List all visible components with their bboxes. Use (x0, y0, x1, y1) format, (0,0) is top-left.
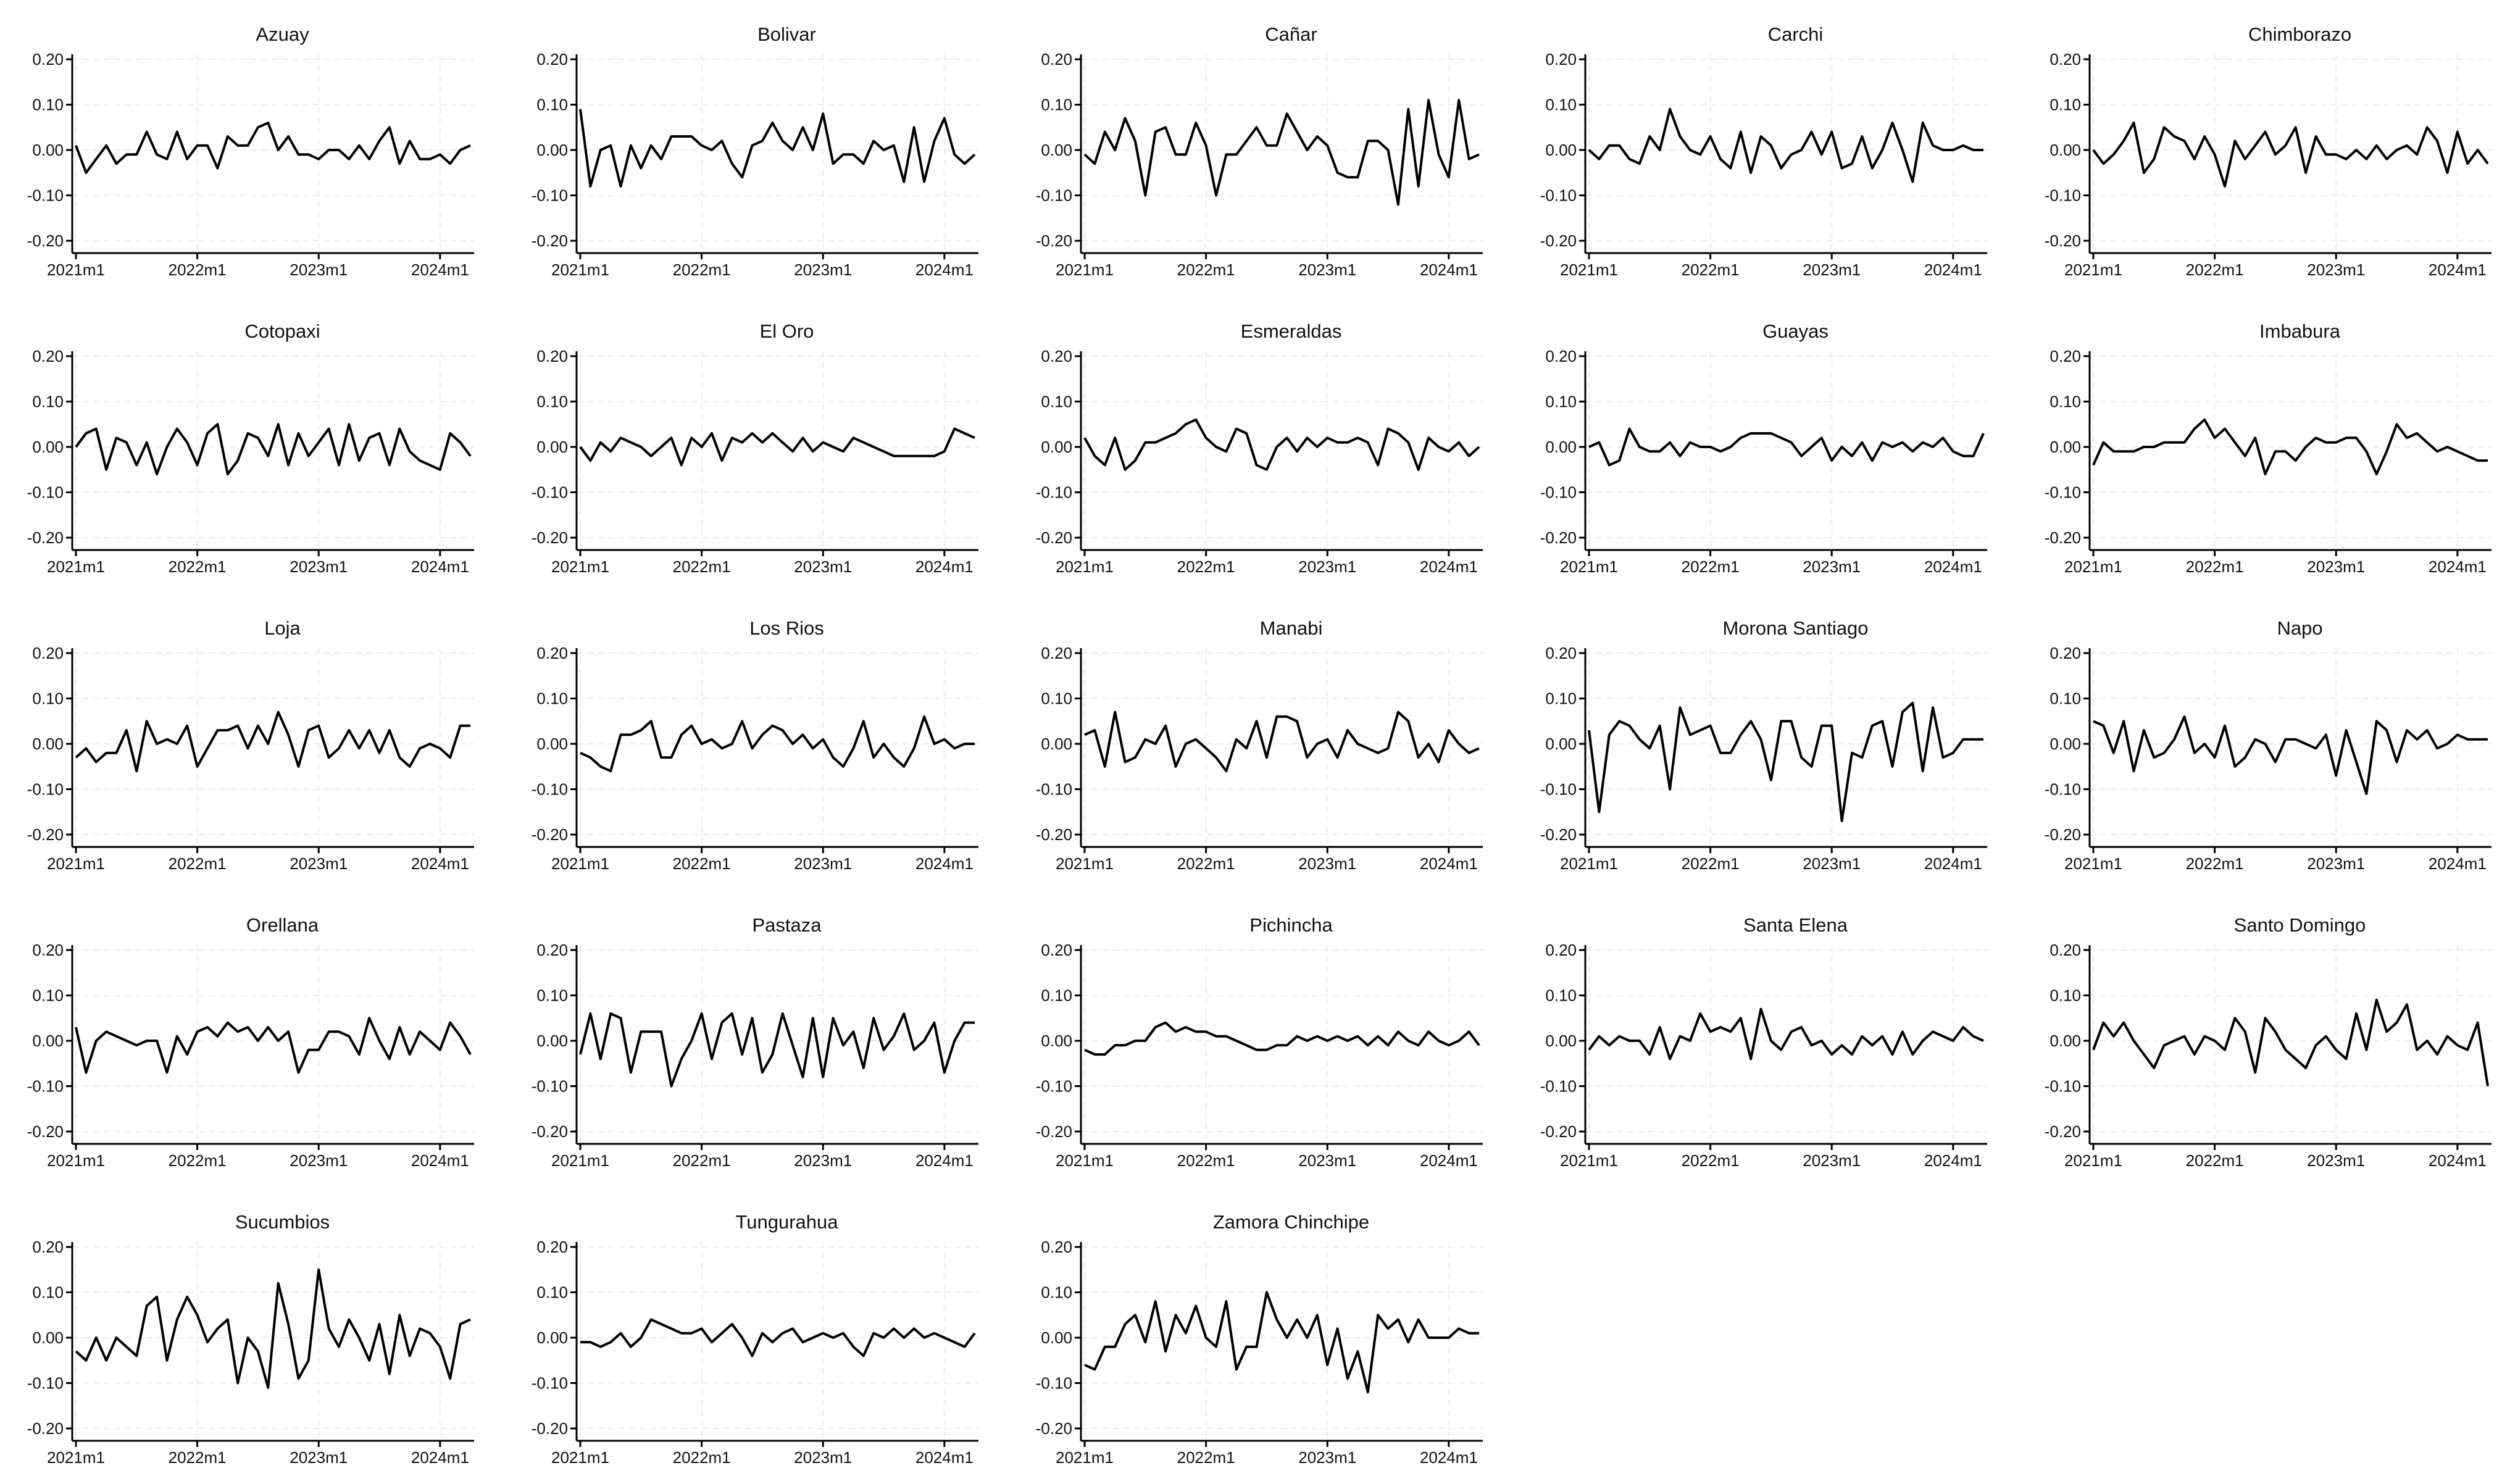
x-tick-label: 2023m1 (1803, 261, 1861, 279)
x-tick-label: 2022m1 (2185, 854, 2244, 873)
y-tick-label: 0.00 (32, 1032, 64, 1050)
x-tick-label: 2022m1 (672, 1151, 731, 1170)
y-tick-label: 0.00 (1545, 1032, 1577, 1050)
chart-svg (504, 594, 1009, 890)
x-tick-label: 2024m1 (411, 261, 469, 279)
series-line (1085, 1023, 1479, 1055)
y-tick-label: 0.10 (32, 95, 64, 114)
chart-title: El Oro (759, 320, 814, 342)
y-tick-label: 0.20 (2050, 644, 2081, 662)
chart-panel (1009, 891, 1514, 1187)
chart-title: Imbabura (2259, 320, 2340, 342)
y-tick-label: 0.00 (32, 141, 64, 159)
y-tick-label: 0.20 (536, 644, 568, 662)
chart-panel (504, 891, 1009, 1187)
series-line (1085, 100, 1479, 204)
x-tick-label: 2023m1 (290, 854, 348, 873)
x-tick-label: 2022m1 (168, 261, 227, 279)
y-tick-label: 0.20 (1041, 941, 1072, 959)
y-tick-label: 0.20 (1545, 50, 1577, 69)
x-tick-label: 2022m1 (2185, 1151, 2244, 1170)
y-tick-label: -0.10 (531, 483, 568, 502)
x-tick-label: 2023m1 (794, 557, 853, 576)
chart-panel (504, 0, 1009, 296)
y-tick-label: 0.20 (2050, 941, 2081, 959)
y-tick-label: 0.00 (32, 438, 64, 456)
chart-title: Manabi (1259, 617, 1323, 639)
chart-title: Chimborazo (2248, 23, 2352, 45)
y-tick-label: -0.10 (2044, 483, 2081, 502)
chart-title: Carchi (1767, 23, 1824, 45)
y-tick-label: 0.10 (1545, 392, 1577, 411)
series-line (2093, 1000, 2488, 1086)
y-tick-label: -0.20 (1540, 528, 1577, 547)
y-tick-label: 0.10 (1041, 986, 1072, 1005)
x-tick-label: 2021m1 (47, 854, 105, 873)
y-tick-label: -0.20 (1540, 231, 1577, 250)
chart-svg (1009, 891, 1514, 1187)
x-tick-label: 2024m1 (1924, 557, 1982, 576)
x-tick-label: 2024m1 (2428, 261, 2487, 279)
y-tick-label: -0.10 (1540, 1077, 1577, 1096)
chart-title: Zamora Chinchipe (1212, 1211, 1370, 1233)
y-tick-label: -0.10 (2044, 1077, 2081, 1096)
y-tick-label: -0.10 (1540, 186, 1577, 205)
y-tick-label: 0.00 (2050, 735, 2081, 753)
x-tick-label: 2024m1 (1419, 854, 1478, 873)
chart-svg (0, 0, 505, 296)
x-tick-label: 2021m1 (2064, 557, 2122, 576)
chart-panel (2017, 297, 2502, 593)
chart-title: Tungurahua (735, 1211, 838, 1233)
x-tick-label: 2021m1 (47, 261, 105, 279)
chart-panel (0, 1188, 505, 1484)
y-tick-label: 0.00 (536, 1328, 568, 1347)
y-tick-label: -0.20 (1035, 1419, 1072, 1438)
chart-svg (1009, 1188, 1514, 1484)
chart-panel (0, 594, 505, 890)
chart-panel (0, 891, 505, 1187)
chart-panel (0, 0, 505, 296)
chart-svg (0, 594, 505, 890)
y-tick-label: -0.20 (1035, 825, 1072, 844)
chart-panel (504, 594, 1009, 890)
x-tick-label: 2021m1 (1056, 557, 1114, 576)
x-tick-label: 2023m1 (794, 261, 853, 279)
x-tick-label: 2022m1 (672, 557, 731, 576)
chart-panel (1513, 594, 2018, 890)
series-line (1589, 1009, 1983, 1059)
x-tick-label: 2023m1 (1803, 557, 1861, 576)
chart-title: Cotopaxi (244, 320, 320, 342)
x-tick-label: 2022m1 (1681, 1151, 1740, 1170)
y-tick-label: 0.20 (536, 941, 568, 959)
y-tick-label: 0.20 (32, 50, 64, 69)
x-tick-label: 2021m1 (551, 854, 609, 873)
y-tick-label: 0.00 (2050, 1032, 2081, 1050)
chart-title: Azuay (256, 23, 309, 45)
y-tick-label: -0.10 (27, 1374, 64, 1393)
series-line (76, 1270, 470, 1388)
series-line (2093, 123, 2488, 186)
x-tick-label: 2024m1 (1419, 1448, 1478, 1467)
y-tick-label: -0.10 (2044, 186, 2081, 205)
y-tick-label: 0.10 (536, 1283, 568, 1302)
y-tick-label: -0.20 (27, 825, 64, 844)
y-tick-label: -0.10 (1540, 483, 1577, 502)
y-tick-label: -0.20 (27, 231, 64, 250)
chart-panel (2017, 594, 2502, 890)
y-tick-label: 0.10 (32, 1283, 64, 1302)
x-tick-label: 2023m1 (794, 854, 853, 873)
y-tick-label: 0.00 (536, 1032, 568, 1050)
chart-svg (2017, 297, 2502, 593)
y-tick-label: 0.10 (1041, 392, 1072, 411)
y-tick-label: 0.20 (2050, 50, 2081, 69)
y-tick-label: 0.00 (536, 141, 568, 159)
y-tick-label: 0.00 (2050, 438, 2081, 456)
y-tick-label: -0.20 (531, 825, 568, 844)
y-tick-label: 0.10 (2050, 95, 2081, 114)
y-tick-label: 0.20 (1041, 347, 1072, 365)
x-tick-label: 2022m1 (1177, 854, 1235, 873)
x-tick-label: 2021m1 (1560, 557, 1618, 576)
y-tick-label: -0.20 (1035, 1122, 1072, 1141)
y-tick-label: 0.10 (2050, 986, 2081, 1005)
x-tick-label: 2022m1 (672, 1448, 731, 1467)
x-tick-label: 2021m1 (2064, 261, 2122, 279)
x-tick-label: 2024m1 (915, 1448, 974, 1467)
y-tick-label: -0.10 (531, 780, 568, 799)
y-tick-label: 0.00 (2050, 141, 2081, 159)
chart-panel (1009, 297, 1514, 593)
x-tick-label: 2024m1 (2428, 854, 2487, 873)
chart-title: Los Rios (749, 617, 824, 639)
x-tick-label: 2023m1 (1803, 1151, 1861, 1170)
y-tick-label: -0.10 (1035, 780, 1072, 799)
y-tick-label: -0.20 (1035, 231, 1072, 250)
x-tick-label: 2023m1 (794, 1151, 853, 1170)
x-tick-label: 2024m1 (411, 1151, 469, 1170)
y-tick-label: 0.10 (1545, 689, 1577, 708)
y-tick-label: -0.10 (1035, 186, 1072, 205)
x-tick-label: 2021m1 (1560, 1151, 1618, 1170)
x-tick-label: 2023m1 (1298, 1448, 1357, 1467)
y-tick-label: -0.20 (2044, 231, 2081, 250)
y-tick-label: 0.10 (2050, 689, 2081, 708)
chart-panel (504, 1188, 1009, 1484)
y-tick-label: -0.20 (531, 231, 568, 250)
x-tick-label: 2022m1 (1177, 1448, 1235, 1467)
x-tick-label: 2023m1 (2307, 261, 2366, 279)
chart-panel (504, 297, 1009, 593)
y-tick-label: -0.10 (2044, 780, 2081, 799)
x-tick-label: 2023m1 (1298, 854, 1357, 873)
y-tick-label: 0.10 (32, 986, 64, 1005)
chart-panel (2017, 0, 2502, 296)
y-tick-label: 0.20 (1041, 1238, 1072, 1256)
y-tick-label: 0.10 (536, 392, 568, 411)
series-line (1085, 420, 1479, 470)
chart-svg (1513, 0, 2018, 296)
chart-title: Esmeraldas (1240, 320, 1342, 342)
chart-title: Napo (2277, 617, 2323, 639)
x-tick-label: 2024m1 (2428, 1151, 2487, 1170)
y-tick-label: -0.20 (27, 1419, 64, 1438)
y-tick-label: 0.10 (32, 689, 64, 708)
series-line (1085, 1293, 1479, 1393)
x-tick-label: 2024m1 (2428, 557, 2487, 576)
x-tick-label: 2022m1 (168, 854, 227, 873)
y-tick-label: -0.20 (531, 1122, 568, 1141)
x-tick-label: 2021m1 (1560, 854, 1618, 873)
y-tick-label: -0.20 (27, 528, 64, 547)
x-tick-label: 2022m1 (1177, 261, 1235, 279)
y-tick-label: 0.00 (1545, 141, 1577, 159)
y-tick-label: -0.20 (1540, 1122, 1577, 1141)
x-tick-label: 2024m1 (411, 854, 469, 873)
y-tick-label: 0.20 (32, 347, 64, 365)
x-tick-label: 2021m1 (1056, 261, 1114, 279)
y-tick-label: 0.10 (1041, 689, 1072, 708)
x-tick-label: 2024m1 (1419, 261, 1478, 279)
y-tick-label: 0.10 (536, 986, 568, 1005)
y-tick-label: 0.20 (32, 1238, 64, 1256)
y-tick-label: 0.20 (536, 347, 568, 365)
y-tick-label: 0.00 (1041, 141, 1072, 159)
y-tick-label: -0.10 (27, 780, 64, 799)
chart-panel (0, 297, 505, 593)
x-tick-label: 2021m1 (1560, 261, 1618, 279)
chart-panel (2017, 891, 2502, 1187)
x-tick-label: 2024m1 (1924, 1151, 1982, 1170)
series-line (1589, 703, 1983, 821)
y-tick-label: 0.10 (2050, 392, 2081, 411)
chart-title: Loja (264, 617, 301, 639)
chart-title: Santo Domingo (2233, 914, 2366, 936)
chart-title: Guayas (1762, 320, 1829, 342)
x-tick-label: 2023m1 (290, 1448, 348, 1467)
series-line (76, 712, 470, 772)
y-tick-label: -0.10 (531, 186, 568, 205)
x-tick-label: 2023m1 (1298, 1151, 1357, 1170)
y-tick-label: -0.10 (1035, 1077, 1072, 1096)
y-tick-label: 0.10 (32, 392, 64, 411)
x-tick-label: 2024m1 (1419, 557, 1478, 576)
chart-svg (1009, 594, 1514, 890)
y-tick-label: -0.20 (2044, 825, 2081, 844)
y-tick-label: 0.20 (2050, 347, 2081, 365)
x-tick-label: 2024m1 (411, 557, 469, 576)
y-tick-label: -0.10 (1540, 780, 1577, 799)
y-tick-label: -0.10 (531, 1374, 568, 1393)
chart-svg (504, 297, 1009, 593)
series-line (1589, 109, 1983, 182)
chart-panel (1009, 1188, 1514, 1484)
chart-panel (1009, 0, 1514, 296)
x-tick-label: 2021m1 (2064, 854, 2122, 873)
chart-svg (1513, 594, 2018, 890)
y-tick-label: 0.10 (1545, 986, 1577, 1005)
y-tick-label: 0.10 (536, 689, 568, 708)
chart-title: Pichincha (1249, 914, 1333, 936)
x-tick-label: 2021m1 (2064, 1151, 2122, 1170)
y-tick-label: 0.00 (1545, 735, 1577, 753)
y-tick-label: 0.20 (1545, 347, 1577, 365)
x-tick-label: 2023m1 (2307, 1151, 2366, 1170)
y-tick-label: 0.20 (1041, 50, 1072, 69)
x-tick-label: 2022m1 (1681, 854, 1740, 873)
x-tick-label: 2024m1 (915, 1151, 974, 1170)
x-tick-label: 2022m1 (168, 557, 227, 576)
y-tick-label: -0.10 (27, 186, 64, 205)
x-tick-label: 2024m1 (411, 1448, 469, 1467)
y-tick-label: 0.20 (536, 1238, 568, 1256)
x-tick-label: 2024m1 (1924, 854, 1982, 873)
x-tick-label: 2023m1 (1803, 854, 1861, 873)
y-tick-label: 0.10 (1041, 1283, 1072, 1302)
x-tick-label: 2023m1 (1298, 557, 1357, 576)
y-tick-label: 0.10 (536, 95, 568, 114)
chart-title: Orellana (246, 914, 319, 936)
chart-svg (2017, 594, 2502, 890)
y-tick-label: -0.20 (1035, 528, 1072, 547)
y-tick-label: 0.00 (1041, 1328, 1072, 1347)
x-tick-label: 2021m1 (1056, 854, 1114, 873)
x-tick-label: 2022m1 (2185, 557, 2244, 576)
x-tick-label: 2023m1 (1298, 261, 1357, 279)
chart-svg (504, 891, 1009, 1187)
series-line (76, 424, 470, 474)
y-tick-label: 0.20 (32, 941, 64, 959)
chart-svg (2017, 0, 2502, 296)
chart-svg (0, 297, 505, 593)
y-tick-label: -0.20 (2044, 528, 2081, 547)
x-tick-label: 2022m1 (672, 261, 731, 279)
chart-title: Pastaza (752, 914, 822, 936)
y-tick-label: 0.00 (1041, 1032, 1072, 1050)
x-tick-label: 2021m1 (551, 1448, 609, 1467)
y-tick-label: -0.20 (2044, 1122, 2081, 1141)
y-tick-label: -0.10 (1035, 483, 1072, 502)
chart-svg (504, 1188, 1009, 1484)
y-tick-label: 0.20 (536, 50, 568, 69)
chart-title: Morona Santiago (1722, 617, 1869, 639)
chart-svg (0, 891, 505, 1187)
x-tick-label: 2024m1 (915, 854, 974, 873)
x-tick-label: 2022m1 (1177, 1151, 1235, 1170)
x-tick-label: 2022m1 (1177, 557, 1235, 576)
x-tick-label: 2023m1 (290, 261, 348, 279)
x-tick-label: 2022m1 (168, 1151, 227, 1170)
x-tick-label: 2022m1 (1681, 261, 1740, 279)
chart-svg (2017, 891, 2502, 1187)
y-tick-label: 0.20 (1041, 644, 1072, 662)
series-line (580, 109, 975, 186)
series-line (76, 123, 470, 173)
x-tick-label: 2021m1 (551, 261, 609, 279)
x-tick-label: 2021m1 (47, 1448, 105, 1467)
chart-svg (504, 0, 1009, 296)
chart-panel (1513, 297, 2018, 593)
y-tick-label: 0.00 (1041, 438, 1072, 456)
chart-panel (1009, 594, 1514, 890)
y-tick-label: 0.10 (1041, 95, 1072, 114)
series-line (580, 1014, 975, 1086)
x-tick-label: 2022m1 (1681, 557, 1740, 576)
x-tick-label: 2022m1 (168, 1448, 227, 1467)
chart-svg (1513, 297, 2018, 593)
chart-title: Sucumbios (235, 1211, 330, 1233)
y-tick-label: -0.10 (1035, 1374, 1072, 1393)
x-tick-label: 2023m1 (794, 1448, 853, 1467)
x-tick-label: 2023m1 (2307, 557, 2366, 576)
x-tick-label: 2021m1 (1056, 1151, 1114, 1170)
chart-panel (1513, 0, 2018, 296)
chart-title: Bolivar (757, 23, 816, 45)
y-tick-label: -0.20 (1540, 825, 1577, 844)
y-tick-label: 0.00 (536, 438, 568, 456)
x-tick-label: 2022m1 (672, 854, 731, 873)
y-tick-label: 0.20 (32, 644, 64, 662)
y-tick-label: -0.20 (531, 1419, 568, 1438)
chart-svg (1513, 891, 2018, 1187)
y-tick-label: -0.20 (27, 1122, 64, 1141)
x-tick-label: 2021m1 (551, 557, 609, 576)
x-tick-label: 2021m1 (47, 557, 105, 576)
x-tick-label: 2022m1 (2185, 261, 2244, 279)
y-tick-label: 0.00 (1041, 735, 1072, 753)
chart-svg (1009, 0, 1514, 296)
y-tick-label: 0.00 (536, 735, 568, 753)
series-line (1085, 712, 1479, 772)
y-tick-label: -0.10 (27, 1077, 64, 1096)
chart-svg (0, 1188, 505, 1484)
x-tick-label: 2023m1 (2307, 854, 2366, 873)
chart-title: Cañar (1265, 23, 1317, 45)
y-tick-label: 0.00 (32, 1328, 64, 1347)
chart-panel (1513, 891, 2018, 1187)
x-tick-label: 2021m1 (1056, 1448, 1114, 1467)
x-tick-label: 2021m1 (551, 1151, 609, 1170)
x-tick-label: 2023m1 (290, 1151, 348, 1170)
y-tick-label: 0.10 (1545, 95, 1577, 114)
y-tick-label: -0.10 (531, 1077, 568, 1096)
x-tick-label: 2024m1 (1419, 1151, 1478, 1170)
y-tick-label: -0.10 (27, 483, 64, 502)
y-tick-label: 0.20 (1545, 941, 1577, 959)
x-tick-label: 2024m1 (915, 261, 974, 279)
series-line (2093, 717, 2488, 794)
series-line (76, 1018, 470, 1072)
chart-svg (1009, 297, 1514, 593)
x-tick-label: 2021m1 (47, 1151, 105, 1170)
x-tick-label: 2024m1 (1924, 261, 1982, 279)
y-tick-label: 0.20 (1545, 644, 1577, 662)
x-tick-label: 2024m1 (915, 557, 974, 576)
y-tick-label: -0.20 (531, 528, 568, 547)
y-tick-label: 0.00 (1545, 438, 1577, 456)
x-tick-label: 2023m1 (290, 557, 348, 576)
chart-title: Santa Elena (1743, 914, 1848, 936)
y-tick-label: 0.00 (32, 735, 64, 753)
